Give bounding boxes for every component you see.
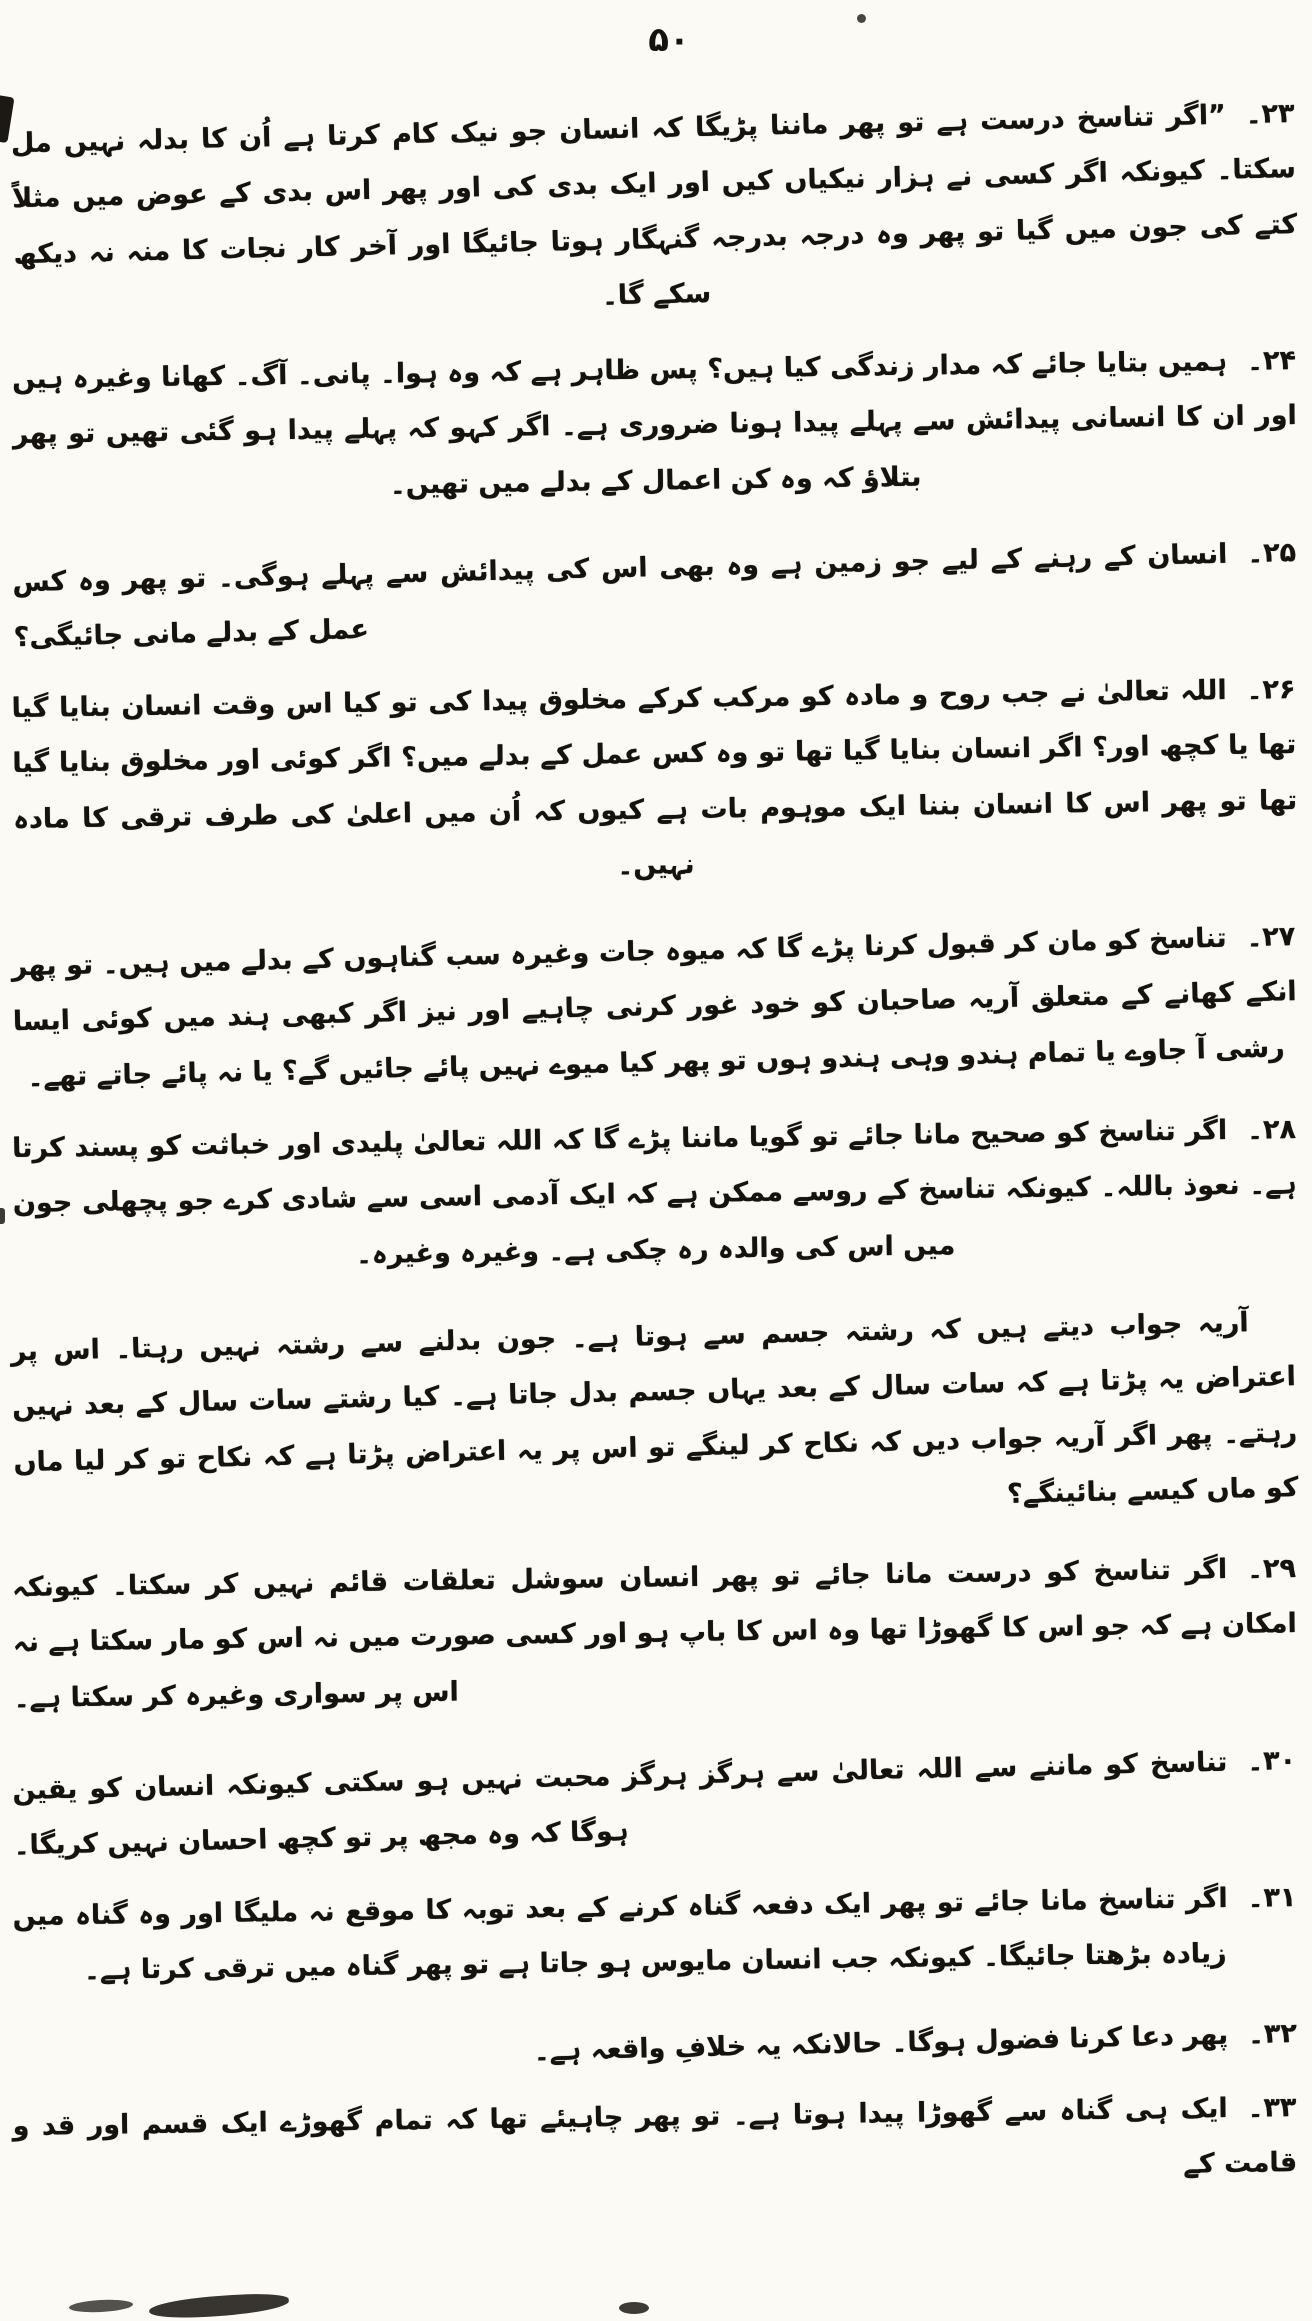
paragraph (11, 1294, 1300, 1546)
paragraph-text: انسان کے رہنے کے لیے جو زمین ہے وہ بھی اس کی پیدائش سے پہلے ہوگی۔ تو پھر وہ کس عمل کے بدلے مانی جائیگی؟ (13, 539, 1229, 654)
paragraph-text: ہمیں بتایا جائے کہ مدار زندگی کیا ہیں؟ پس ظاہر ہے کہ وہ ہوا۔ پانی۔ آگ۔ کھانا وغیرہ ہیں اور ان کا انسانی پیدائش سے پہلے پیدا ہونا ضروری ہے۔ اگر کہو کہ پہلے پیدا ہو گئی تھیں تو پھر بتلاؤ کہ وہ کن اعمال کے بدلے میں تھیں۔ (12, 346, 1298, 501)
paragraph (13, 1541, 1299, 1726)
paragraph (13, 525, 1299, 666)
scan-speck-top (858, 14, 867, 23)
paragraph (14, 2006, 1299, 2092)
paragraph-text: تناسخ کو ماننے سے اللہ تعالیٰ سے ہرگز ہرگز محبت نہیں ہو سکتی کیونکہ انسان کو یقین ہوگا کہ وہ مجھ پر تو کچھ احسان نہیں کریگا۔ (13, 1746, 1229, 1862)
paragraph-number: ۲۹۔ (1247, 1552, 1298, 1585)
scan-smudge-bottom-left (149, 2291, 290, 2321)
scan-dot-bottom-center (620, 2302, 650, 2314)
paragraph-number: ۳۳۔ (1248, 2091, 1298, 2124)
paragraph (13, 2080, 1299, 2210)
paragraph-text: اگر تناسخ مانا جائے تو پھر ایک دفعہ گناہ کرنے کے بعد توبہ کا موقع نہ ملیگا اور وہ گناہ میں زیادہ بڑھتا جائیگا۔ کیونکہ جب انسان مایوس ہو جاتا ہے تو پھر گناہ میں ترقی کرتا ہے۔ (13, 1882, 1229, 1986)
page-content (11, 86, 1300, 2190)
paragraph (13, 1102, 1299, 1287)
paragraph-text: تناسخ کو مان کر قبول کرنا پڑے گا کہ میوہ جات وغیرہ سب گناہوں کے بدلے میں ہیں۔ تو پھر انکے کھانے کے متعلق آریہ صاحبان کو خود غور کرنی چاہیے اور نیز اگر کبھی ہند میں کوئی ایسا رشی آ جاوے یا تمام ہندو وہی ہندو ہوں تو پھر کیا میوے نہیں پائے جائیں گے؟ یا نہ پائے جاتے تھے۔ (12, 923, 1298, 1094)
scan-tick-left-edge (0, 1208, 6, 1224)
page-number: ۵۰ (649, 20, 691, 60)
paragraph-number: ۳۲۔ (1248, 2018, 1299, 2051)
paragraph-text: پھر دعا کرنا فضول ہوگا۔ حالانکہ یہ خلافِ واقعہ ہے۔ (534, 2019, 1230, 2068)
paragraph (13, 1733, 1299, 1874)
paragraph-number: ۲۵۔ (1247, 537, 1298, 570)
paragraph-number: ۳۱۔ (1248, 1881, 1298, 1914)
paragraph (13, 1870, 1299, 2000)
paragraph (13, 333, 1299, 518)
paragraph-text: ”اگر تناسخ درست ہے تو پھر ماننا پڑیگا کہ انسان جو نیک کام کرتا ہے اُن کا بدلہ نہیں مل سکتا۔ کیونکہ اگر کسی نے ہزار نیکیاں کیں اور ایک بدی کی اور پھر اس بدی کے عوض میں مثلاً کتے کی جون میں گیا تو پھر وہ درجہ بدرجہ گنہگار ہوتا جائیگا اور آخر کار نجات کا منہ نہ دیکھ سکے گا۔ (11, 99, 1299, 312)
paragraph-text: اللہ تعالیٰ نے جب روح و مادہ کو مرکب کرکے مخلوق پیدا کی تو کیا اس وقت انسان بنایا گیا تھا یا کچھ اور؟ اگر انسان بنایا گیا تھا تو وہ کس عمل کے بدلے میں؟ اگر کوئی اور مخلوق بنایا گیا تھا تو پھر اس کا انسان بننا ایک موہوم بات ہے کیوں کہ اُن میں اعلیٰ کی طرف ترقی کا مادہ نہیں۔ (12, 675, 1299, 882)
paragraph-number: ۲۷۔ (1247, 921, 1297, 954)
paragraph (11, 86, 1300, 338)
paragraph-text: ایک ہی گناہ سے گھوڑا پیدا ہوتا ہے۔ تو پھر چاہیئے تھا کہ تمام گھوڑے ایک قسم اور قد و قامت کے (13, 2092, 1299, 2180)
paragraph-number: ۲۴۔ (1247, 345, 1298, 378)
paragraph-text: آریہ جواب دیتے ہیں کہ رشتہ جسم سے ہوتا ہے۔ جون بدلنے سے رشتہ نہیں رہتا۔ اس پر اعتراض یہ پڑتا ہے کہ سات سال کے بعد یہاں جسم بدل جاتا ہے۔ کیا رشتے سات سال کے بعد نہیں رہتے۔ پھر اگر آریہ جواب دیں کہ نکاح کر لینگے تو اس پر یہ اعتراض پڑتا ہے کہ نکاح تو کر لیا ماں کو ماں کیسے بنائینگے؟ (11, 1306, 1300, 1510)
scan-smudge-bottom-left-small (70, 2298, 135, 2313)
paragraph-number: ۲۸۔ (1247, 1113, 1298, 1146)
paragraph-text: اگر تناسخ کو صحیح مانا جائے تو گویا ماننا پڑے گا کہ اللہ تعالیٰ پلیدی اور خباثت کو پسند کرتا ہے۔ نعوذ باللہ۔ کیونکہ تناسخ کے روسے ممکن ہے کہ ایک آدمی اسی سے شادی کرے جو پچھلی جون میں اس کی والدہ رہ چکی ہے۔ وغیرہ وغیرہ۔ (12, 1114, 1298, 1270)
paragraph (12, 909, 1300, 1105)
paragraph-number: ۳۰۔ (1247, 1744, 1298, 1778)
paragraph-number: ۲۶۔ (1247, 674, 1297, 706)
paragraph (12, 662, 1299, 902)
paragraph-number: ۲۳۔ (1246, 98, 1296, 131)
paragraph-text: اگر تناسخ کو درست مانا جائے تو پھر انسان سوشل تعلقات قائم نہیں کر سکتا۔ کیونکہ امکان ہے کہ جو اس کا گھوڑا تھا وہ اس کا باپ ہو اور کسی صورت میں نہ اس کو مار سکتا ہے نہ اس پر سواری وغیرہ کر سکتا ہے۔ (12, 1553, 1298, 1714)
